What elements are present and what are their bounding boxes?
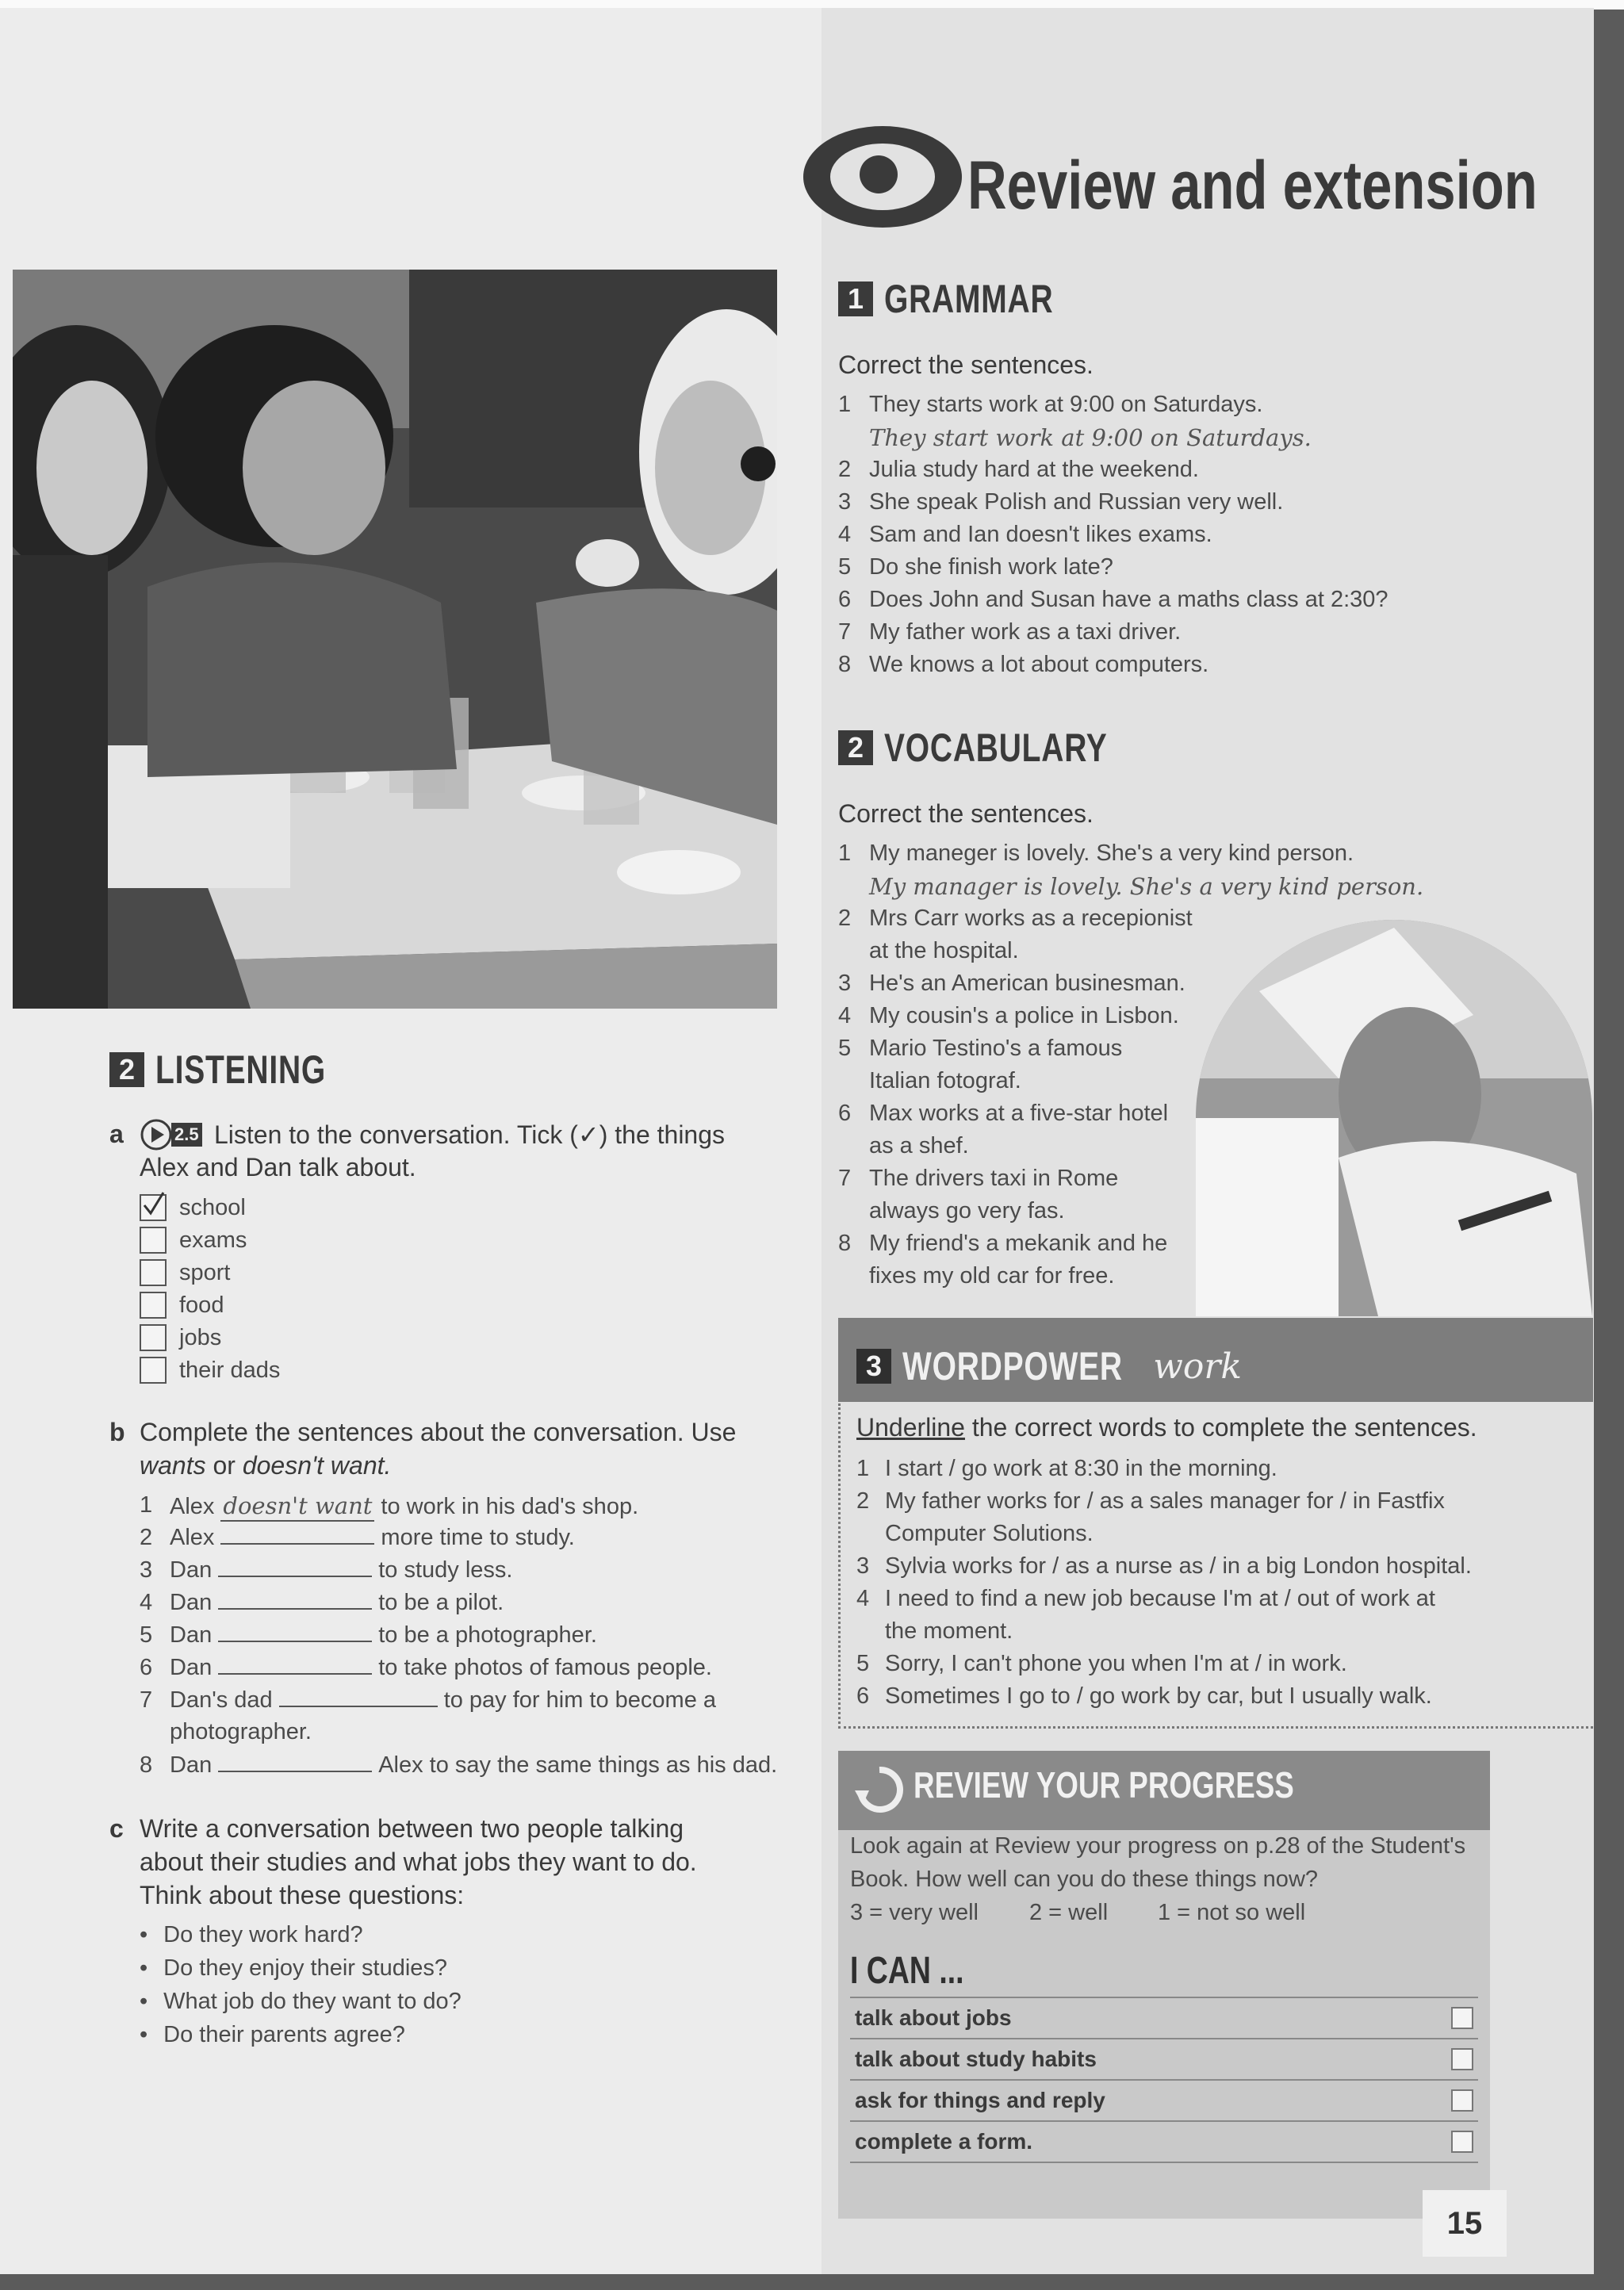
item-text: My manager is lovely. She's a very kind person. [869, 873, 1424, 900]
b-subject: Dan [170, 1557, 213, 1583]
tick-item [140, 1194, 246, 1221]
b-predicate: to take photos of famous people. [378, 1655, 712, 1680]
listening-title: LISTENING [155, 1047, 327, 1092]
listening-c-label: c [109, 1814, 124, 1843]
item-text: She speak Polish and Russian very well. [869, 489, 1284, 515]
item-text: Sorry, I can't phone you when I'm at / in work. [885, 1651, 1347, 1676]
item-text: Mrs Carr works as a recepionist [869, 906, 1193, 931]
item-text: Mario Testino's a famous [869, 1036, 1123, 1061]
listening-c-line2: about their studies and what jobs they want to do. [140, 1848, 697, 1876]
b-predicate: to be a pilot. [378, 1590, 504, 1615]
b-predicate: more time to study. [381, 1525, 575, 1550]
item-number: 7 [838, 619, 852, 645]
review-heading: REVIEW YOUR PROGRESS [914, 1764, 1294, 1806]
item-text: I start / go work at 8:30 in the morning. [885, 1456, 1277, 1481]
wordpower-subtitle: work [1153, 1346, 1243, 1387]
ican-label: talk about study habits [855, 2047, 1097, 2071]
review-line2: Book. How well can you do these things now? [850, 1867, 1319, 1892]
b-subject: Alex [170, 1525, 215, 1550]
item-number: 4 [856, 1586, 870, 1611]
answer-blank[interactable] [218, 1558, 372, 1577]
answer-blank[interactable] [218, 1656, 372, 1675]
b-predicate: to work in his dad's shop. [381, 1494, 639, 1519]
b-subject: Dan [170, 1590, 213, 1615]
b-number: 1 [140, 1492, 153, 1518]
c-bullet: • Do their parents agree? [140, 2022, 405, 2048]
listening-number: 2 [109, 1052, 144, 1087]
vocabulary-heading [838, 725, 1170, 771]
item-number: 4 [838, 522, 852, 547]
wordpower-number: 3 [856, 1349, 891, 1384]
b-subject: Dan [170, 1752, 213, 1778]
item-text: at the hospital. [869, 938, 1019, 963]
item-text: as a shef. [869, 1133, 969, 1158]
tick-item [140, 1227, 247, 1254]
listening-b-label: b [109, 1418, 125, 1446]
review-line1: Look again at Review your progress on p.28 of the Student's [850, 1833, 1466, 1859]
listening-a-label: a [109, 1120, 124, 1148]
unit-logo-icon [799, 117, 966, 236]
b-sentence [170, 1525, 575, 1551]
item-text: My father works for / as a sales manager for / in Fastfix [885, 1488, 1445, 1514]
review-scale-3: 3 = very well [850, 1900, 979, 1925]
or-word: or [213, 1451, 236, 1480]
b-number: 2 [140, 1525, 153, 1550]
refresh-icon [853, 1763, 906, 1816]
tick-checkbox[interactable] [140, 1227, 167, 1254]
item-text: He's an American businesman. [869, 971, 1185, 996]
item-number: 7 [838, 1166, 852, 1191]
item-text: Italian fotograf. [869, 1068, 1021, 1093]
c-bullet: • Do they enjoy their studies? [140, 1955, 447, 1982]
item-number: 2 [856, 1488, 870, 1514]
review-scale-2: 2 = well [1029, 1900, 1109, 1925]
b-subject: Dan [170, 1655, 213, 1680]
item-number: 2 [838, 457, 852, 482]
listening-c-line3: Think about these questions: [140, 1881, 465, 1909]
b7-continuation: photographer. [170, 1719, 312, 1744]
item-number: 1 [838, 392, 852, 417]
vocabulary-number: 2 [838, 730, 873, 765]
ican-label: talk about jobs [855, 2005, 1012, 2030]
b-number: 5 [140, 1622, 153, 1648]
b-subject: Alex [170, 1494, 215, 1519]
grammar-heading [838, 276, 1101, 322]
b-sentence [170, 1492, 638, 1522]
grammar-title: GRAMMAR [884, 277, 1054, 321]
b-predicate: to be a photographer. [378, 1622, 597, 1648]
b-number: 4 [140, 1590, 153, 1615]
grammar-instruction: Correct the sentences. [838, 350, 1094, 379]
tick-label: school [179, 1194, 246, 1220]
item-number: 2 [838, 906, 852, 931]
c-bullet: • Do they work hard? [140, 1922, 363, 1948]
listening-heading [109, 1047, 374, 1093]
item-text: Sometimes I go to / go work by car, but I usually walk. [885, 1683, 1432, 1709]
item-number: 8 [838, 1231, 852, 1256]
page-title: Review and extension [967, 147, 1538, 224]
audio-track[interactable] [140, 1118, 202, 1151]
tick-checkbox[interactable] [140, 1292, 167, 1319]
listening-a-line2: Alex and Dan talk about. [140, 1153, 416, 1181]
page-number: 15 [1423, 2190, 1507, 2257]
wordpower-heading [856, 1343, 1242, 1389]
item-number: 6 [856, 1683, 870, 1709]
answer-blank[interactable] [218, 1623, 372, 1642]
tick-checkbox[interactable] [140, 1194, 167, 1221]
b-subject: Dan's dad [170, 1687, 273, 1713]
tick-label: exams [179, 1227, 247, 1253]
item-text: Computer Solutions. [885, 1521, 1094, 1546]
b-number: 8 [140, 1752, 153, 1778]
review-scale-1: 1 = not so well [1158, 1900, 1306, 1925]
c-bullet: • What job do they want to do? [140, 1989, 462, 2015]
ican-heading: I CAN ... [850, 1950, 964, 1992]
answer-blank[interactable] [218, 1591, 372, 1610]
item-number: 5 [838, 1036, 852, 1061]
answer-blank[interactable] [220, 1492, 374, 1522]
item-text: My cousin's a police in Lisbon. [869, 1003, 1179, 1028]
b-predicate: to pay for him to become a [443, 1687, 717, 1713]
item-number: 3 [838, 489, 852, 515]
item-text: I need to find a new job because I'm at / out of work at [885, 1586, 1435, 1611]
wordpower-instruction-rest: the correct words to complete the sentences. [971, 1413, 1477, 1442]
ican-label: complete a form. [855, 2129, 1033, 2154]
vocabulary-title: VOCABULARY [884, 726, 1108, 770]
b-predicate: to study less. [378, 1557, 513, 1583]
b-sentence [170, 1655, 712, 1681]
ican-checkbox[interactable] [1451, 2131, 1473, 2153]
tick-item [140, 1259, 230, 1286]
item-text: Do she finish work late? [869, 554, 1113, 580]
cafe-photo [13, 270, 777, 1009]
ican-item [850, 2038, 1478, 2079]
b-predicate: Alex to say the same things as his dad. [378, 1752, 778, 1778]
item-number: 6 [838, 587, 852, 612]
item-text: Does John and Susan have a maths class at 2:30? [869, 587, 1388, 612]
vocabulary-instruction: Correct the sentences. [838, 799, 1094, 828]
play-icon[interactable] [140, 1118, 173, 1151]
tick-checkbox[interactable] [140, 1259, 167, 1286]
b-sentence [170, 1622, 597, 1649]
answer-blank[interactable] [279, 1688, 438, 1707]
item-text: fixes my old car for free. [869, 1263, 1115, 1289]
ican-item [850, 2079, 1478, 2120]
tick-label: food [179, 1292, 224, 1318]
b-number: 7 [140, 1687, 153, 1713]
answer-blank[interactable] [220, 1526, 374, 1545]
b-number: 3 [140, 1557, 153, 1583]
listening-b-line1: Complete the sentences about the conversation. Use [140, 1418, 737, 1446]
ican-checkbox[interactable] [1451, 2048, 1473, 2070]
answer-handwritten: doesn't want [223, 1492, 373, 1519]
item-text: The drivers taxi in Rome [869, 1166, 1119, 1191]
item-text: My maneger is lovely. She's a very kind person. [869, 841, 1354, 866]
tick-label: their dads [179, 1357, 281, 1383]
b-sentence [170, 1752, 777, 1779]
tick-checkbox[interactable] [140, 1324, 167, 1351]
ican-divider [850, 2162, 1478, 2163]
listening-c-line1: Write a conversation between two people talking [140, 1814, 684, 1843]
listening-b-line2 [140, 1451, 391, 1480]
tick-item [140, 1324, 221, 1351]
listening-a-line1: Listen to the conversation. Tick (✓) the things [214, 1120, 726, 1149]
item-number: 8 [838, 652, 852, 677]
b-number: 6 [140, 1655, 153, 1680]
item-number: 4 [838, 1003, 852, 1028]
ican-checkbox[interactable] [1451, 2007, 1473, 2029]
item-text: Sylvia works for / as a nurse as / in a big London hospital. [885, 1553, 1472, 1579]
doesnt-want-word: doesn't want. [242, 1451, 392, 1480]
item-number: 3 [856, 1553, 870, 1579]
wants-word: wants [140, 1451, 206, 1480]
tick-item [140, 1292, 224, 1319]
item-text: the moment. [885, 1618, 1013, 1644]
item-text: They start work at 9:00 on Saturdays. [869, 424, 1312, 451]
wordpower-instruction [856, 1413, 1477, 1442]
tick-label: sport [179, 1259, 231, 1285]
item-text: Julia study hard at the weekend. [869, 457, 1199, 482]
item-text: My father work as a taxi driver. [869, 619, 1182, 645]
item-text: They starts work at 9:00 on Saturdays. [869, 392, 1263, 417]
item-number: 5 [856, 1651, 870, 1676]
item-number: 5 [838, 554, 852, 580]
tick-label: jobs [179, 1324, 222, 1350]
ican-item [850, 1997, 1478, 2038]
wordpower-instruction-underline: Underline [856, 1413, 965, 1442]
tick-checkbox[interactable] [140, 1357, 167, 1384]
ican-item [850, 2120, 1478, 2162]
page [0, 8, 1594, 2274]
b-sentence [170, 1590, 504, 1616]
b-subject: Dan [170, 1622, 213, 1648]
answer-blank[interactable] [218, 1753, 372, 1772]
grammar-number: 1 [838, 281, 873, 316]
item-number: 1 [856, 1456, 870, 1481]
wordpower-title: WORDPOWER [902, 1344, 1123, 1388]
item-number: 1 [838, 841, 852, 866]
b-sentence [170, 1687, 716, 1714]
chef-photo [1196, 920, 1592, 1316]
item-text: My friend's a mekanik and he [869, 1231, 1168, 1256]
item-text: Max works at a five-star hotel [869, 1101, 1169, 1126]
item-text: Sam and Ian doesn't likes exams. [869, 522, 1212, 547]
tick-item [140, 1357, 280, 1384]
item-text: always go very fas. [869, 1198, 1065, 1224]
item-number: 6 [838, 1101, 852, 1126]
ican-label: ask for things and reply [855, 2088, 1105, 2112]
item-number: 3 [838, 971, 852, 996]
item-text: We knows a lot about computers. [869, 652, 1209, 677]
ican-checkbox[interactable] [1451, 2089, 1473, 2112]
track-number: 2.5 [171, 1123, 202, 1147]
b-sentence [170, 1557, 512, 1583]
